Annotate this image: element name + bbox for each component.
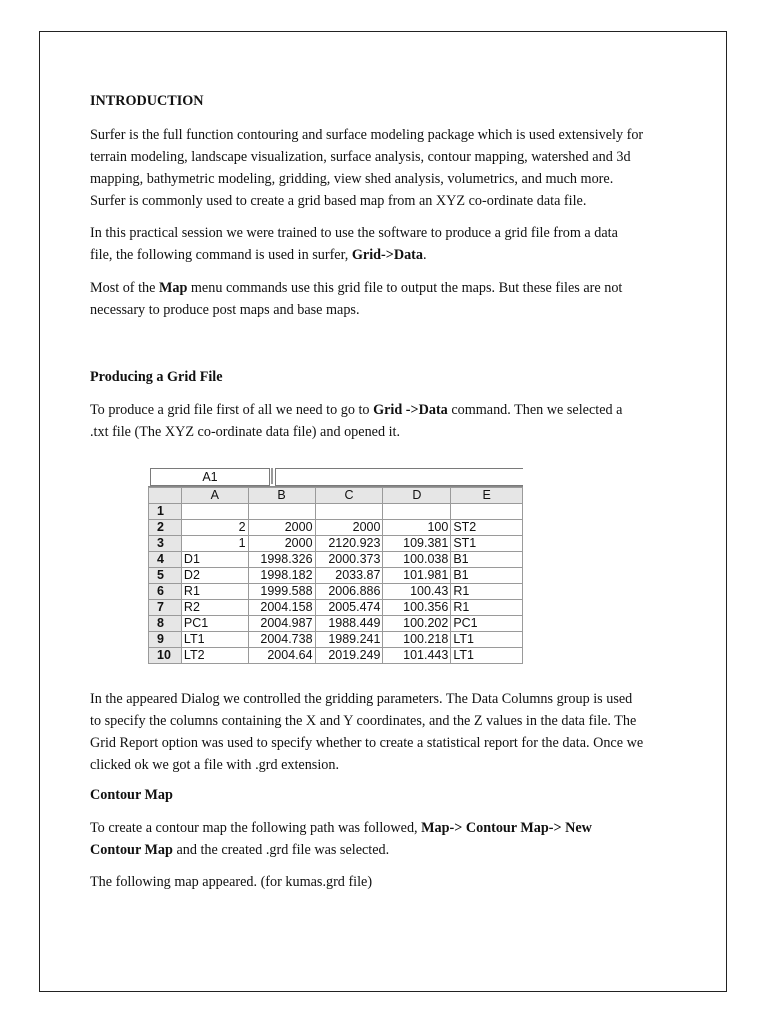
cell-c[interactable]: 2000 — [315, 520, 383, 536]
row-header[interactable]: 2 — [149, 520, 182, 536]
cell-b[interactable]: 1999.588 — [248, 584, 315, 600]
intro-paragraph-1 — [90, 124, 700, 212]
row-header[interactable]: 5 — [149, 568, 182, 584]
contour-p-post: and the created .grd file was selected. — [172, 842, 390, 858]
intro-p1-line1: Surfer is the full function contouring and surface modeling package which is used extensively for — [90, 127, 644, 143]
dialog-line4: clicked ok we got a file with .grd extension. — [90, 757, 340, 773]
cell-b[interactable]: 1998.326 — [248, 552, 315, 568]
cell-a[interactable]: LT1 — [181, 632, 248, 648]
cell-d[interactable] — [383, 504, 451, 520]
row-header[interactable]: 4 — [149, 552, 182, 568]
cell-b[interactable]: 1998.182 — [248, 568, 315, 584]
grid-word: Grid — [373, 402, 403, 418]
grid-p-line2: .txt file (The XYZ co-ordinate data file) and opened it. — [90, 424, 401, 440]
contour-path-bold-2: Contour Map — [90, 842, 173, 858]
formula-separator — [271, 468, 273, 484]
cell-c[interactable]: 2033.87 — [315, 568, 383, 584]
cell-e[interactable]: LT1 — [451, 632, 523, 648]
grid-section-paragraph — [90, 399, 700, 443]
cell-e[interactable] — [451, 504, 523, 520]
cell-a[interactable]: R1 — [181, 584, 248, 600]
cell-d[interactable]: 100.43 — [383, 584, 451, 600]
cell-a[interactable]: LT2 — [181, 648, 248, 664]
cell-b[interactable]: 2004.64 — [248, 648, 315, 664]
grid-p-post: command. Then we selected a — [447, 402, 623, 418]
table-row — [149, 536, 523, 552]
intro-p3-post: menu commands use this grid file to output the maps. But these files are not — [187, 280, 623, 296]
dialog-line2: to specify the columns containing the X and Y coordinates, and the Z values in the data file. The — [90, 713, 637, 729]
cell-e[interactable]: R1 — [451, 600, 523, 616]
intro-p3-pre: Most of the — [90, 280, 159, 296]
formula-input[interactable] — [275, 468, 523, 486]
table-row — [149, 552, 523, 568]
column-header-row — [149, 488, 523, 504]
intro-p2-line1: In this practical session we were trained to use the software to produce a grid file from a data — [90, 225, 618, 241]
intro-paragraph-2 — [90, 222, 700, 266]
contour-path-bold-1: Map-> Contour Map-> New — [421, 820, 592, 836]
cell-c[interactable]: 2000.373 — [315, 552, 383, 568]
cell-b[interactable]: 2000 — [248, 520, 315, 536]
table-row — [149, 568, 523, 584]
cell-e[interactable]: B1 — [451, 568, 523, 584]
cell-c[interactable]: 2006.886 — [315, 584, 383, 600]
cell-c[interactable]: 1988.449 — [315, 616, 383, 632]
table-row — [149, 520, 523, 536]
spreadsheet-grid — [148, 487, 523, 664]
row-header[interactable]: 8 — [149, 616, 182, 632]
corner-cell[interactable] — [149, 488, 182, 504]
column-header-a[interactable]: A — [181, 488, 248, 504]
column-header-d[interactable]: D — [383, 488, 451, 504]
cell-d[interactable]: 100 — [383, 520, 451, 536]
cell-c[interactable]: 2005.474 — [315, 600, 383, 616]
table-row — [149, 504, 523, 520]
table-row — [149, 648, 523, 664]
cell-a[interactable]: D1 — [181, 552, 248, 568]
cell-d[interactable]: 100.038 — [383, 552, 451, 568]
cell-e[interactable]: LT1 — [451, 648, 523, 664]
grid-p-pre: To produce a grid file first of all we need to go to — [90, 402, 374, 418]
cell-d[interactable]: 101.981 — [383, 568, 451, 584]
cell-c[interactable] — [315, 504, 383, 520]
cell-b[interactable]: 2004.158 — [248, 600, 315, 616]
cell-a[interactable]: D2 — [181, 568, 248, 584]
cell-d[interactable]: 100.218 — [383, 632, 451, 648]
cell-e[interactable]: ST1 — [451, 536, 523, 552]
map-menu-word: Map — [158, 280, 188, 296]
data-word: Data — [418, 402, 448, 418]
intro-p1-line4: Surfer is commonly used to create a grid based map from an XYZ co-ordinate data file. — [90, 193, 587, 209]
intro-paragraph-3 — [90, 277, 700, 321]
grid-section-heading: Producing a Grid File — [90, 369, 223, 385]
column-header-c[interactable]: C — [315, 488, 383, 504]
formula-bar — [148, 466, 523, 487]
contour-p-pre: To create a contour map the following path was followed, — [90, 820, 422, 836]
cell-e[interactable]: B1 — [451, 552, 523, 568]
cell-d[interactable]: 100.202 — [383, 616, 451, 632]
cell-a[interactable]: 1 — [181, 536, 248, 552]
contour-heading: Contour Map — [90, 787, 173, 803]
arrow-text: -> — [402, 402, 419, 418]
cell-c[interactable]: 1989.241 — [315, 632, 383, 648]
cell-a[interactable] — [181, 504, 248, 520]
contour-paragraph — [90, 817, 700, 861]
cell-b[interactable]: 2000 — [248, 536, 315, 552]
row-header[interactable]: 1 — [149, 504, 182, 520]
cell-b[interactable]: 2004.738 — [248, 632, 315, 648]
table-row — [149, 600, 523, 616]
cell-e[interactable]: R1 — [451, 584, 523, 600]
row-header[interactable]: 9 — [149, 632, 182, 648]
cell-e[interactable]: ST2 — [451, 520, 523, 536]
cell-c[interactable]: 2019.249 — [315, 648, 383, 664]
intro-p1-line3: mapping, bathymetric modeling, gridding, view shed analysis, volumetrics, and much more. — [90, 171, 614, 187]
table-row — [149, 584, 523, 600]
row-header[interactable]: 3 — [149, 536, 182, 552]
cell-e[interactable]: PC1 — [451, 616, 523, 632]
intro-p3-line2: necessary to produce post maps and base maps. — [90, 302, 360, 318]
table-row — [149, 616, 523, 632]
cell-a[interactable]: PC1 — [181, 616, 248, 632]
row-header[interactable]: 6 — [149, 584, 182, 600]
row-header[interactable]: 7 — [149, 600, 182, 616]
intro-p2-line2-post: . — [423, 247, 427, 263]
row-header[interactable]: 10 — [149, 648, 182, 664]
spreadsheet-screenshot — [148, 466, 523, 670]
cell-a[interactable]: R2 — [181, 600, 248, 616]
dialog-paragraph — [90, 688, 700, 776]
grid-data-command: Grid->Data — [351, 247, 423, 263]
name-box[interactable]: A1 — [150, 468, 270, 486]
map-appeared-text: The following map appeared. (for kumas.grd file) — [90, 874, 373, 890]
cell-a[interactable]: 2 — [181, 520, 248, 536]
intro-p2-line2-pre: file, the following command is used in surfer, — [90, 247, 352, 263]
dialog-line3: Grid Report option was used to specify whether to create a statistical report for the data. Once we — [90, 735, 644, 751]
column-header-e[interactable]: E — [451, 488, 523, 504]
column-header-b[interactable]: B — [248, 488, 315, 504]
cell-d[interactable]: 109.381 — [383, 536, 451, 552]
cell-c[interactable]: 2120.923 — [315, 536, 383, 552]
cell-b[interactable] — [248, 504, 315, 520]
intro-p1-line2: terrain modeling, landscape visualization, surface analysis, contour mapping, watershed and 3d — [90, 149, 631, 165]
table-row — [149, 632, 523, 648]
cell-d[interactable]: 100.356 — [383, 600, 451, 616]
dialog-line1: In the appeared Dialog we controlled the gridding parameters. The Data Columns group is used — [90, 691, 633, 707]
cell-d[interactable]: 101.443 — [383, 648, 451, 664]
intro-heading: INTRODUCTION — [90, 93, 204, 109]
cell-b[interactable]: 2004.987 — [248, 616, 315, 632]
